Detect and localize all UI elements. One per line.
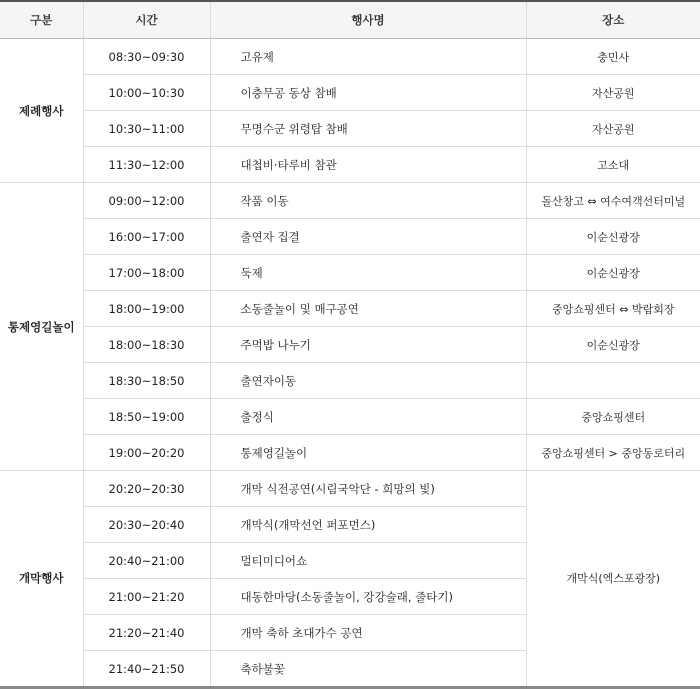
table-row	[0, 39, 700, 75]
header-category: 구분	[0, 1, 83, 39]
event-cell: 둑제	[210, 255, 526, 291]
place-cell: 자산공원	[526, 111, 700, 147]
table-row	[0, 435, 700, 471]
table-row	[0, 255, 700, 291]
time-cell: 20:40~21:00	[83, 543, 210, 579]
category-cell: 제례행사	[0, 39, 83, 183]
table-row	[0, 111, 700, 147]
event-cell: 이충무공 동상 참배	[210, 75, 526, 111]
event-cell: 출연자이동	[210, 363, 526, 399]
event-cell: 작품 이동	[210, 183, 526, 219]
time-cell: 18:50~19:00	[83, 399, 210, 435]
place-cell: 중앙쇼핑센터 > 중앙동로터리	[526, 435, 700, 471]
event-cell: 무명수군 위령탑 참배	[210, 111, 526, 147]
event-cell: 대첩비·타루비 참관	[210, 147, 526, 183]
table-row	[0, 147, 700, 183]
header-place: 장소	[526, 1, 700, 39]
place-cell	[526, 363, 700, 399]
category-cell: 통제영길놀이	[0, 183, 83, 471]
event-cell: 개막 축하 초대가수 공연	[210, 615, 526, 651]
table-row	[0, 327, 700, 363]
event-cell: 개막식(개막선언 퍼포먼스)	[210, 507, 526, 543]
time-cell: 10:30~11:00	[83, 111, 210, 147]
header-time: 시간	[83, 1, 210, 39]
place-cell: 중앙쇼핑센터	[526, 399, 700, 435]
event-cell: 소동줄놀이 및 매구공연	[210, 291, 526, 327]
time-cell: 19:00~20:20	[83, 435, 210, 471]
event-cell: 축하불꽃	[210, 651, 526, 687]
event-cell: 개막 식전공연(시림국악단 - 희망의 빛)	[210, 471, 526, 507]
event-cell: 대동한마당(소동줄놀이, 강강술래, 줄타기)	[210, 579, 526, 615]
event-cell: 고유제	[210, 39, 526, 75]
event-cell: 주먹밥 나누기	[210, 327, 526, 363]
place-cell: 돌산창고 ⇔ 여수여객선터미널	[526, 183, 700, 219]
time-cell: 20:30~20:40	[83, 507, 210, 543]
place-cell: 이순신광장	[526, 327, 700, 363]
place-cell: 이순신광장	[526, 219, 700, 255]
time-cell: 09:00~12:00	[83, 183, 210, 219]
time-cell: 18:00~18:30	[83, 327, 210, 363]
time-cell: 16:00~17:00	[83, 219, 210, 255]
header-event: 행사명	[210, 1, 526, 39]
event-cell: 출연자 집결	[210, 219, 526, 255]
time-cell: 21:40~21:50	[83, 651, 210, 687]
header-row	[0, 1, 700, 39]
place-cell: 고소대	[526, 147, 700, 183]
place-cell: 자산공원	[526, 75, 700, 111]
event-cell: 통제영길놀이	[210, 435, 526, 471]
event-cell: 멀티미디어쇼	[210, 543, 526, 579]
table-row	[0, 471, 700, 507]
time-cell: 21:00~21:20	[83, 579, 210, 615]
time-cell: 21:20~21:40	[83, 615, 210, 651]
table-row	[0, 399, 700, 435]
time-cell: 10:00~10:30	[83, 75, 210, 111]
time-cell: 17:00~18:00	[83, 255, 210, 291]
time-cell: 18:00~19:00	[83, 291, 210, 327]
category-cell: 개막행사	[0, 471, 83, 687]
table-row	[0, 363, 700, 399]
place-cell: 이순신광장	[526, 255, 700, 291]
time-cell: 08:30~09:30	[83, 39, 210, 75]
time-cell: 18:30~18:50	[83, 363, 210, 399]
place-cell: 충민사	[526, 39, 700, 75]
table-row	[0, 183, 700, 219]
time-cell: 11:30~12:00	[83, 147, 210, 183]
place-cell: 중앙쇼핑센터 ⇔ 박람회장	[526, 291, 700, 327]
place-cell-merged: 개막식(엑스포광장)	[526, 471, 700, 687]
table-row	[0, 75, 700, 111]
event-cell: 출정식	[210, 399, 526, 435]
table-row	[0, 291, 700, 327]
time-cell: 20:20~20:30	[83, 471, 210, 507]
table-row	[0, 219, 700, 255]
